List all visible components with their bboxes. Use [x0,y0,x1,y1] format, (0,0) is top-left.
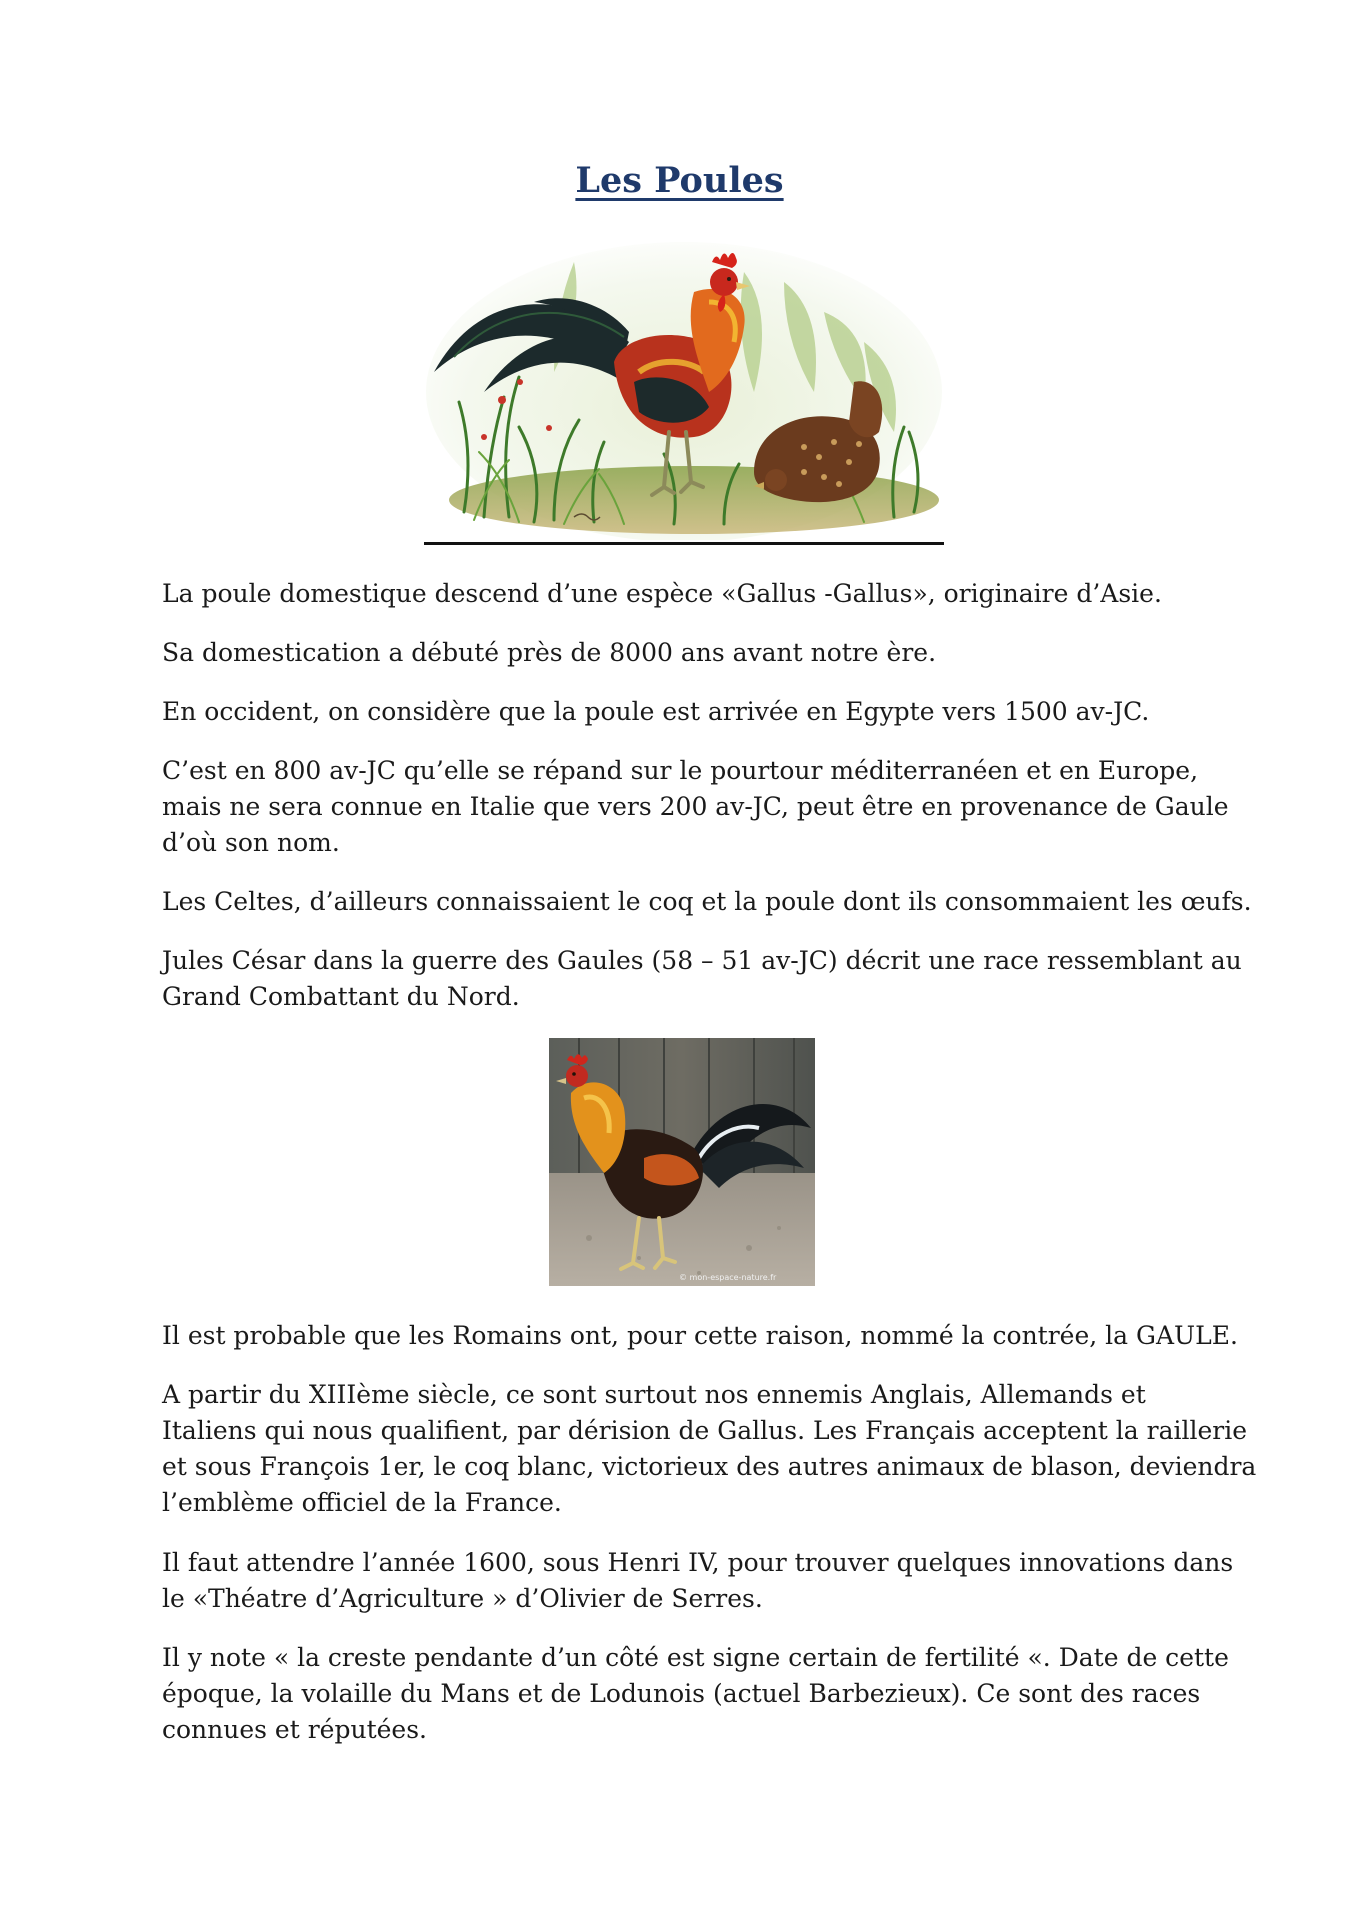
page-title: Les Poules [575,160,784,201]
rooster-photo [549,1038,815,1286]
paragraph-celtes: Les Celtes, d’ailleurs connaissaient le coq et la poule dont ils consommaient les œufs. [162,887,1252,916]
paragraph-domestication: Sa domestication a débuté près de 8000 ans avant notre ère. [162,638,937,667]
paragraph-romains: Il est probable que les Romains ont, pour cette raison, nommé la contrée, la GAULE. [162,1321,1238,1350]
rooster-hen-illustration [424,232,944,540]
horizontal-rule [424,542,944,545]
paragraph-origin: La poule domestique descend d’une espèce «Gallus -Gallus», originaire d’Asie. [162,579,1162,608]
paragraph-creste: Il y note « la creste pendante d’un côté est signe certain de fertilité «. Date de cette époque, la volaille du Mans et de Lodunois (actuel Barbezieux). Ce sont des races connues et réputées. [162,1643,1229,1744]
paragraph-cesar: Jules César dans la guerre des Gaules (58 – 51 av-JC) décrit une race ressemblant au Grand Combattant du Nord. [162,946,1242,1011]
paragraph-egypt: En occident, on considère que la poule est arrivée en Egypte vers 1500 av-JC. [162,697,1150,726]
photo-credit: © mon-espace-nature.fr [679,1273,777,1282]
paragraph-henri-iv: Il faut attendre l’année 1600, sous Henri IV, pour trouver quelques innovations dans le «Théatre d’Agriculture » d’Olivier de Serres. [162,1548,1234,1613]
paragraph-europe: C’est en 800 av-JC qu’elle se répand sur le pourtour méditerranéen et en Europe, mais ne sera connue en Italie que vers 200 av-JC, peut être en provenance de Gaule d’où son nom. [162,756,1229,857]
paragraph-xiii-siecle: A partir du XIIIème siècle, ce sont surtout nos ennemis Anglais, Allemands et Italiens qui nous qualifient, par dérision de Gallus. Les Français acceptent la raillerie et sous François 1er, le coq blanc, victorieux des autres animaux de blason, deviendra l’emblème officiel de la France. [162,1380,1257,1517]
